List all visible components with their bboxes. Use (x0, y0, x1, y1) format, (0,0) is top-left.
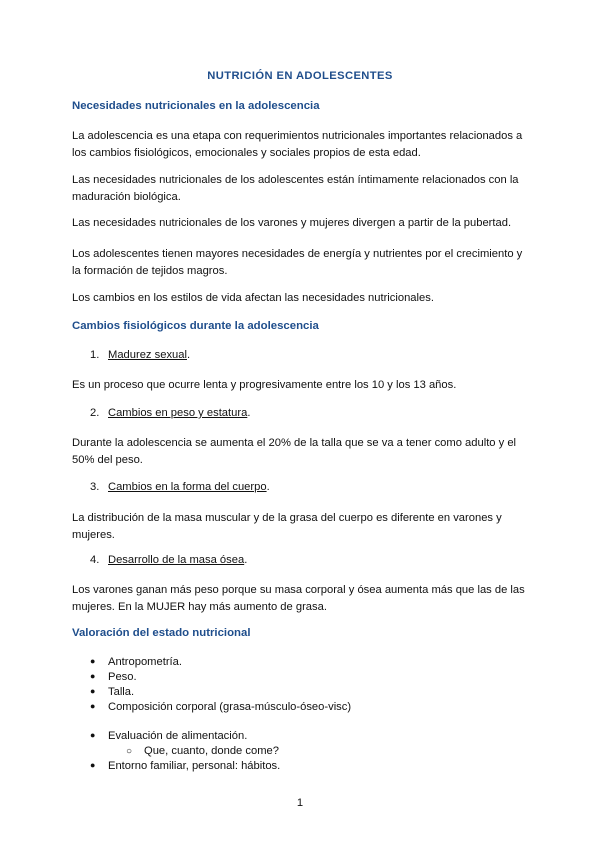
item-number: 1. (90, 349, 100, 361)
numbered-item (90, 349, 190, 361)
section-heading-needs: Necesidades nutricionales en la adolescencia (72, 100, 320, 112)
item-number: 2. (90, 407, 100, 419)
paragraph: Es un proceso que ocurre lenta y progresivamente entre los 10 y los 13 años. (72, 379, 457, 391)
bullet-item: ● Peso. (90, 671, 137, 683)
page-number: 1 (296, 797, 304, 809)
numbered-item (90, 407, 250, 419)
document-title: NUTRICIÓN EN ADOLESCENTES (207, 70, 393, 82)
bullet-icon: ● (90, 656, 96, 666)
bullet-item: ● Composición corporal (grasa-músculo-óseo-visc) (90, 701, 352, 713)
bullet-item: ● Talla. (90, 686, 135, 698)
paragraph: Las necesidades nutricionales de los adolescentes están íntimamente relacionados con la maduración biológica. (72, 174, 519, 203)
section-heading-changes: Cambios fisiológicos durante la adolescencia (72, 320, 319, 332)
hollow-bullet-icon: ○ (126, 746, 133, 757)
bullet-icon: ● (90, 760, 96, 770)
bullet-item: ● Antropometría. (90, 656, 182, 668)
bullet-icon: ● (90, 701, 96, 711)
paragraph: Los cambios en los estilos de vida afectan las necesidades nutricionales. (72, 292, 434, 304)
item-number: 3. (90, 481, 100, 493)
paragraph: Los varones ganan más peso porque su masa corporal y ósea aumenta más que las de las mujeres. En la MUJER hay más aumento de grasa. (72, 584, 525, 613)
item-suffix: . (186, 349, 191, 361)
item-label: Cambios en peso y estatura (108, 407, 248, 419)
item-label: Cambios en la forma del cuerpo (108, 481, 267, 493)
bullet-icon: ● (90, 671, 96, 681)
item-suffix: . (266, 481, 270, 493)
paragraph: Las necesidades nutricionales de los varones y mujeres divergen a partir de la pubertad. (72, 217, 512, 229)
item-suffix: . (244, 554, 248, 566)
sub-bullet-item: ○ Que, cuanto, donde come? (126, 745, 279, 757)
paragraph: Los adolescentes tienen mayores necesidades de energía y nutrientes por el crecimiento y la formación de tejidos magros. (72, 248, 523, 277)
paragraph: La distribución de la masa muscular y de la grasa del cuerpo es diferente en varones y mujeres. (72, 512, 502, 541)
bullet-item: ● Entorno familiar, personal: hábitos. (90, 760, 281, 772)
item-suffix: . (247, 407, 251, 419)
bullet-icon: ● (90, 730, 96, 740)
bullet-item: ● Evaluación de alimentación. (90, 730, 248, 742)
bullet-icon: ● (90, 686, 96, 696)
item-number: 4. (90, 554, 100, 566)
item-label: Desarrollo de la masa ósea (108, 554, 245, 566)
numbered-item (90, 554, 247, 566)
paragraph: Durante la adolescencia se aumenta el 20% de la talla que se va a tener como adulto y el 50% del peso. (72, 437, 517, 466)
numbered-item (90, 481, 270, 493)
item-label: Madurez sexual (108, 349, 187, 361)
section-heading-assessment: Valoración del estado nutricional (72, 627, 251, 639)
paragraph: La adolescencia es una etapa con requerimientos nutricionales importantes relacionados a los cambios fisiológicos, emocionales y sociales propios de esta edad. (72, 130, 523, 159)
